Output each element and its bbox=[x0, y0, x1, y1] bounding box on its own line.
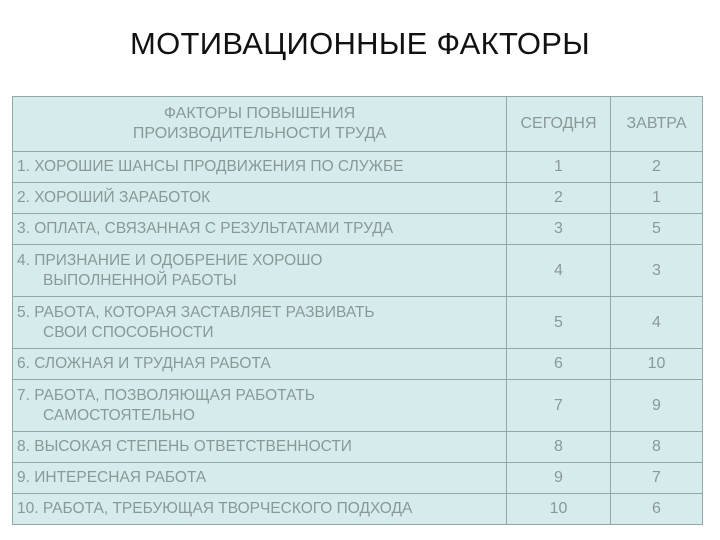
factor-text: 3. ОПЛАТА, СВЯЗАННАЯ С РЕЗУЛЬТАТАМИ ТРУДА bbox=[17, 220, 394, 237]
today-rank-cell: 8 bbox=[507, 432, 611, 463]
factor-text: 2. ХОРОШИЙ ЗАРАБОТОК bbox=[17, 189, 211, 206]
factor-text: 5. РАБОТА, КОТОРАЯ ЗАСТАВЛЯЕТ РАЗВИВАТЬ bbox=[17, 303, 375, 321]
factor-cell bbox=[13, 494, 507, 525]
tomorrow-rank-cell: 2 bbox=[611, 152, 703, 183]
header-today: СЕГОДНЯ bbox=[507, 97, 611, 152]
today-rank-cell: 1 bbox=[507, 152, 611, 183]
tomorrow-rank-cell: 1 bbox=[611, 183, 703, 214]
table-row bbox=[13, 349, 703, 380]
factor-text: 4. ПРИЗНАНИЕ И ОДОБРЕНИЕ ХОРОШО bbox=[17, 251, 323, 269]
today-rank-cell: 10 bbox=[507, 494, 611, 525]
today-rank-cell: 6 bbox=[507, 349, 611, 380]
tomorrow-rank-cell: 10 bbox=[611, 349, 703, 380]
header-factors-line1: ФАКТОРЫ ПОВЫШЕНИЯ bbox=[163, 105, 356, 122]
tomorrow-rank-cell: 8 bbox=[611, 432, 703, 463]
table-row bbox=[13, 297, 703, 349]
factor-text: 8. ВЫСОКАЯ СТЕПЕНЬ ОТВЕТСТВЕННОСТИ bbox=[17, 438, 352, 455]
factor-text: 7. РАБОТА, ПОЗВОЛЯЮЩАЯ РАБОТАТЬ bbox=[17, 386, 315, 404]
header-factors bbox=[13, 97, 507, 152]
factor-text: 6. СЛОЖНАЯ И ТРУДНАЯ РАБОТА bbox=[17, 355, 271, 372]
factor-text: 9. ИНТЕРЕСНАЯ РАБОТА bbox=[17, 469, 207, 486]
factor-text-continuation: САМОСТОЯТЕЛЬНО bbox=[43, 406, 195, 424]
header-tomorrow: ЗАВТРА bbox=[611, 97, 703, 152]
factor-cell bbox=[13, 380, 507, 432]
tomorrow-rank-cell: 3 bbox=[611, 245, 703, 297]
factor-text-continuation: ВЫПОЛНЕННОЙ РАБОТЫ bbox=[43, 271, 237, 289]
table-row bbox=[13, 214, 703, 245]
factor-cell bbox=[13, 349, 507, 380]
today-rank-cell: 4 bbox=[507, 245, 611, 297]
factor-cell bbox=[13, 183, 507, 214]
factor-cell bbox=[13, 214, 507, 245]
table-row bbox=[13, 380, 703, 432]
today-rank-cell: 2 bbox=[507, 183, 611, 214]
tomorrow-rank-cell: 5 bbox=[611, 214, 703, 245]
factor-cell bbox=[13, 152, 507, 183]
today-rank-cell: 3 bbox=[507, 214, 611, 245]
table-row bbox=[13, 245, 703, 297]
factor-cell bbox=[13, 432, 507, 463]
factor-cell bbox=[13, 297, 507, 349]
tomorrow-rank-cell: 7 bbox=[611, 463, 703, 494]
table-row bbox=[13, 183, 703, 214]
tomorrow-rank-cell: 6 bbox=[611, 494, 703, 525]
today-rank-cell: 5 bbox=[507, 297, 611, 349]
table-row bbox=[13, 494, 703, 525]
table-body bbox=[13, 97, 703, 525]
factor-text: 1. ХОРОШИЕ ШАНСЫ ПРОДВИЖЕНИЯ ПО СЛУЖБЕ bbox=[17, 158, 404, 175]
motivation-factors-table bbox=[12, 96, 703, 525]
table-row bbox=[13, 463, 703, 494]
factor-text-continuation: СВОИ СПОСОБНОСТИ bbox=[43, 323, 214, 341]
tomorrow-rank-cell: 9 bbox=[611, 380, 703, 432]
today-rank-cell: 7 bbox=[507, 380, 611, 432]
header-factors-line2: ПРОИЗВОДИТЕЛЬНОСТИ ТРУДА bbox=[132, 125, 387, 142]
table-row bbox=[13, 152, 703, 183]
table-header-row bbox=[13, 97, 703, 152]
today-rank-cell: 9 bbox=[507, 463, 611, 494]
factor-cell bbox=[13, 463, 507, 494]
page-title: МОТИВАЦИОННЫЕ ФАКТОРЫ bbox=[129, 26, 590, 61]
table-row bbox=[13, 432, 703, 463]
factor-text: 10. РАБОТА, ТРЕБУЮЩАЯ ТВОРЧЕСКОГО ПОДХОДА bbox=[17, 500, 413, 517]
factor-cell bbox=[13, 245, 507, 297]
tomorrow-rank-cell: 4 bbox=[611, 297, 703, 349]
